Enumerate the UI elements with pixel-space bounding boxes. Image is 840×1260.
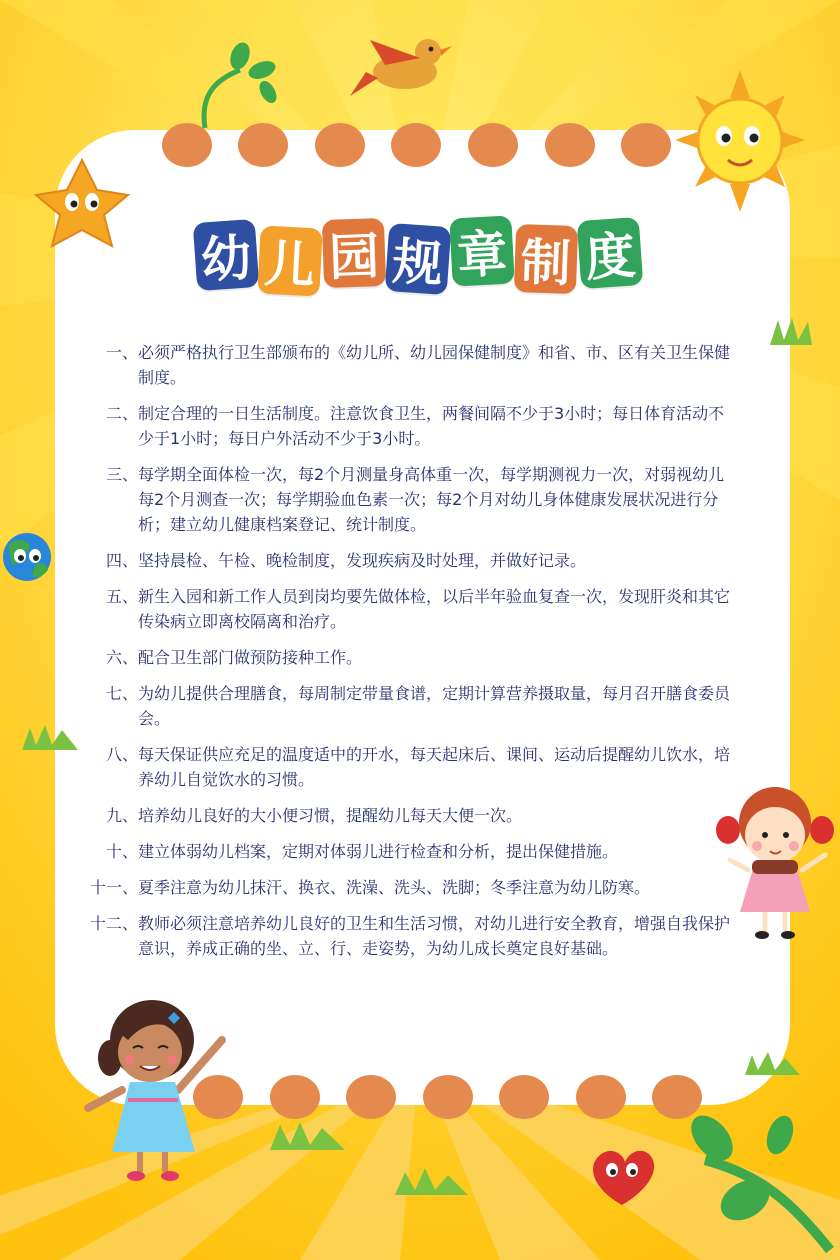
rule-item	[80, 681, 740, 731]
rule-item	[80, 875, 740, 900]
rule-text: 每天保证供应充足的温度适中的开水，每天起床后、课间、运动后提醒幼儿饮水，培养幼儿自觉饮水的习惯。	[138, 745, 731, 789]
rule-text: 坚持晨检、午检、晚检制度，发现疾病及时处理，并做好记录。	[138, 551, 587, 570]
rule-item	[80, 401, 740, 451]
bird-icon	[350, 39, 452, 96]
rule-text: 每学期全面体检一次，每2个月测量身高体重一次，每学期测视力一次，对弱视幼儿每2个月测查一次；每学期验血色素一次；每2个月对幼儿身体健康发展状况进行分析；建立幼儿健康档案登记、统计制度。	[138, 465, 725, 534]
title-char: 规	[385, 223, 452, 295]
rule-number: 十二、	[89, 914, 138, 933]
title-char: 幼	[193, 219, 260, 291]
top-dots	[162, 123, 671, 167]
rule-text: 必须严格执行卫生部颁布的《幼儿所、幼儿园保健制度》和省、市、区有关卫生保健制度。	[138, 343, 731, 387]
rule-number: 九、	[105, 806, 138, 825]
title-char: 度	[577, 217, 644, 289]
rule-item	[80, 839, 740, 864]
rule-text: 教师必须注意培养幼儿良好的卫生和生活习惯，对幼儿进行安全教育，增强自我保护意识，养成正确的坐、立、行、走姿势，为幼儿成长奠定良好基础。	[138, 914, 731, 958]
title-char: 儿	[257, 225, 322, 296]
rule-number: 五、	[105, 587, 138, 606]
plant-vine-icon	[683, 1108, 830, 1250]
rule-text: 夏季注意为幼儿抹汗、换衣、洗澡、洗头、洗脚；冬季注意为幼儿防寒。	[138, 878, 651, 897]
plant-sprout-icon	[204, 40, 280, 128]
rule-text: 新生入园和新工作人员到岗均要先做体检，以后半年验血复查一次，发现肝炎和其它传染病立即离校隔离和治疗。	[138, 587, 731, 631]
rule-text: 配合卫生部门做预防接种工作。	[138, 648, 363, 667]
rule-text: 制定合理的一日生活制度。注意饮食卫生，两餐间隔不少于3小时；每日体育活动不少于1小时；每日户外活动不少于3小时。	[138, 404, 725, 448]
sun-icon	[675, 70, 805, 212]
rules-list	[80, 340, 740, 972]
title-char: 园	[322, 218, 386, 288]
bottom-dots	[193, 1075, 702, 1119]
earth-icon	[3, 533, 51, 581]
title-char: 章	[449, 215, 514, 286]
rule-item	[80, 911, 740, 961]
rule-item	[80, 340, 740, 390]
rule-item	[80, 742, 740, 792]
page-title	[195, 215, 641, 296]
rule-number: 三、	[105, 465, 138, 484]
rule-text: 为幼儿提供合理膳食，每周制定带量食谱，定期计算营养摄取量，每月召开膳食委员会。	[138, 684, 731, 728]
rule-number: 八、	[105, 745, 138, 764]
star-icon	[36, 160, 128, 246]
rule-number: 十一、	[89, 878, 138, 897]
rule-number: 十、	[105, 842, 138, 861]
title-char: 制	[514, 224, 578, 294]
rule-item	[80, 548, 740, 573]
rule-text: 建立体弱幼儿档案，定期对体弱儿进行检查和分析，提出保健措施。	[138, 842, 619, 861]
rule-text: 培养幼儿良好的大小便习惯，提醒幼儿每天大便一次。	[138, 806, 523, 825]
rule-item	[80, 462, 740, 537]
rule-item	[80, 584, 740, 634]
rule-number: 六、	[105, 648, 138, 667]
rule-item	[80, 803, 740, 828]
heart-icon	[593, 1151, 654, 1205]
rule-item	[80, 645, 740, 670]
rule-number: 一、	[105, 343, 138, 362]
rule-number: 七、	[105, 684, 138, 703]
rule-number: 四、	[105, 551, 138, 570]
rule-number: 二、	[105, 404, 138, 423]
